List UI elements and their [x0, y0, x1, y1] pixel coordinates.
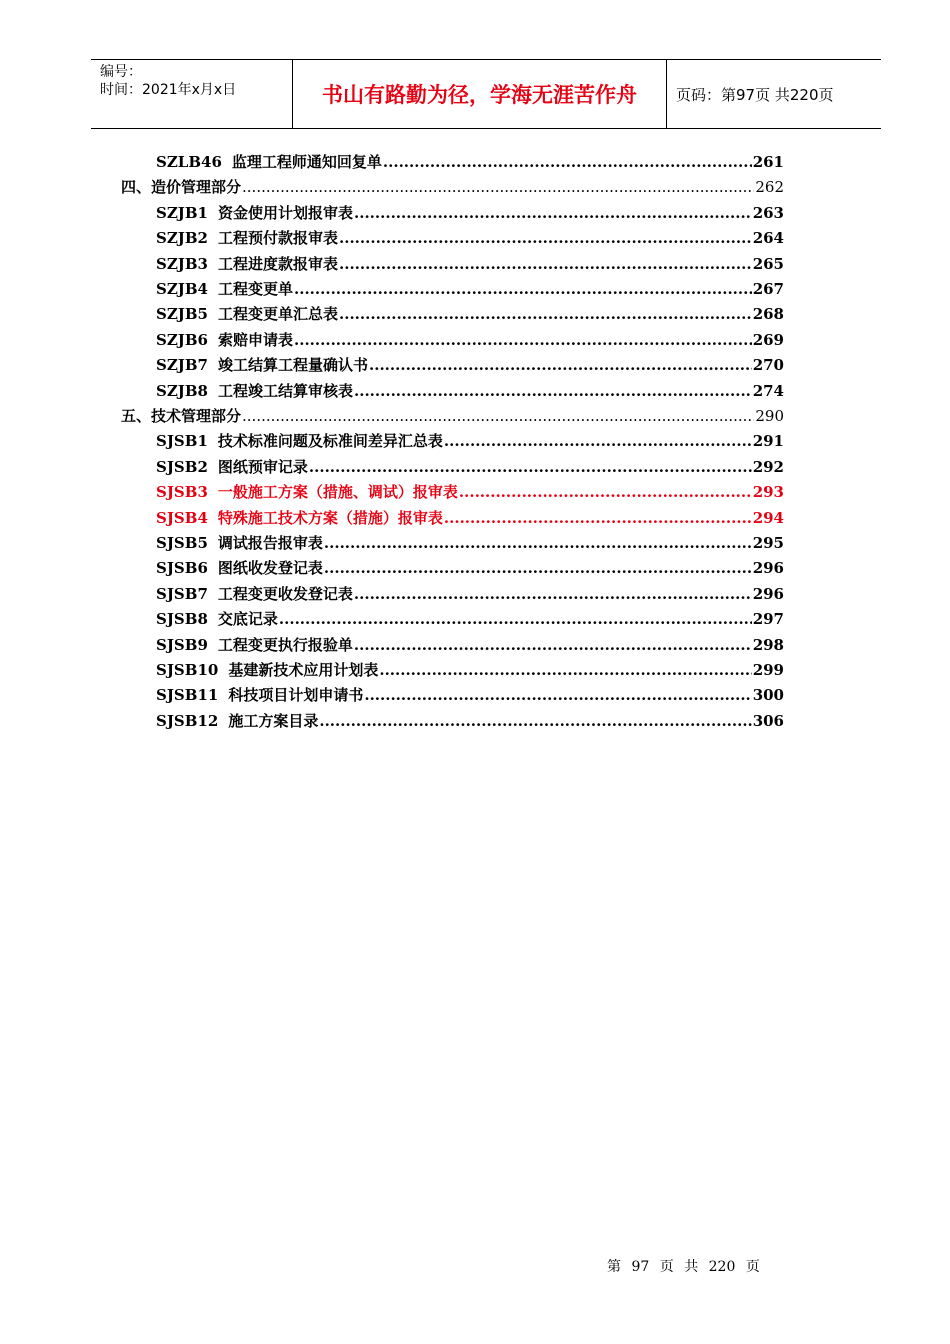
toc-leader-dots: [309, 457, 752, 477]
toc-entry-page: 262: [755, 178, 784, 197]
toc-entry-page: 293: [752, 483, 784, 502]
toc-entry[interactable]: [121, 175, 784, 197]
toc-entry-code: SJSB11: [156, 686, 219, 705]
toc-entry[interactable]: [156, 658, 784, 680]
header-page-cell: [666, 60, 881, 128]
toc-leader-dots: [294, 330, 752, 350]
toc-entry-title: 工程进度款报审表: [218, 254, 339, 273]
toc-leader-dots: [339, 228, 752, 248]
toc-entry-page: 297: [752, 610, 784, 629]
toc-entry-title: 竣工结算工程量确认书: [218, 356, 369, 375]
toc-entry-page: 298: [752, 635, 784, 654]
toc-entry-title: 工程竣工结算审核表: [218, 381, 354, 400]
toc-entry[interactable]: [156, 252, 784, 274]
toc-entry-page: 294: [752, 508, 784, 527]
toc-entry-code: SJSB2: [156, 457, 208, 476]
toc-leader-dots: [379, 660, 751, 680]
toc-entry-title: 索赔申请表: [218, 330, 294, 349]
header-motto: 书山有路勤为径，学海无涯苦作舟: [322, 83, 637, 107]
toc-entry-page: 274: [752, 381, 784, 400]
toc-entry-code: SJSB10: [156, 661, 219, 679]
toc-entry-page: 292: [752, 457, 784, 476]
toc-entry[interactable]: [156, 480, 784, 502]
header-page-label: 页码：第97页 共220页: [676, 86, 834, 104]
toc-leader-dots: [354, 203, 752, 223]
toc-entry-title: 资金使用计划报审表: [218, 203, 354, 222]
toc-entry-code: SJSB12: [156, 711, 219, 730]
toc-entry-code: SJSB3: [156, 483, 208, 502]
toc-entry-code: SJSB1: [156, 432, 208, 451]
toc-entry[interactable]: [156, 709, 784, 731]
toc-entry-code: SJSB9: [156, 635, 208, 654]
footer-ye: 页: [659, 1259, 674, 1275]
toc-entry-page: 263: [752, 203, 784, 222]
toc-leader-dots: [319, 711, 751, 731]
toc-entry[interactable]: [121, 404, 784, 426]
toc-entry-title: 工程变更单: [218, 280, 294, 298]
toc-entry[interactable]: [156, 353, 784, 375]
toc-entry[interactable]: [156, 455, 784, 477]
toc-leader-dots: [294, 279, 752, 299]
toc-leader-dots: [279, 609, 752, 629]
toc-entry-title: 科技项目计划申请书: [228, 686, 364, 705]
toc-leader-dots: [354, 381, 752, 401]
toc-entry[interactable]: [156, 683, 784, 705]
toc-entry[interactable]: [156, 531, 784, 553]
toc-leader-dots: [354, 635, 752, 655]
toc-entry-page: 296: [752, 584, 784, 603]
toc-entry[interactable]: [156, 379, 784, 401]
toc-leader-dots: [339, 304, 752, 324]
toc-entry-title: 特殊施工技术方案（措施）报审表: [217, 508, 443, 527]
toc-entry-code: SZLB46: [156, 153, 222, 171]
toc-entry[interactable]: [156, 633, 784, 655]
toc-leader-dots: [242, 177, 754, 197]
toc-entry-title: 工程变更执行报验单: [217, 635, 353, 654]
toc-entry-page: 264: [752, 229, 784, 248]
footer-ye-end: 页: [745, 1259, 760, 1275]
header-meta-cell: [91, 60, 292, 128]
toc-entry-title: 基建新技术应用计划表: [228, 661, 379, 679]
toc-entry-code: SJSB8: [156, 610, 208, 629]
toc-leader-dots: [339, 254, 752, 274]
toc-entry-code: SJSB6: [156, 559, 208, 578]
toc-entry[interactable]: [156, 506, 784, 528]
toc-leader-dots: [383, 152, 752, 172]
toc-leader-dots: [242, 406, 754, 426]
toc-entry-page: 296: [752, 559, 784, 578]
toc-entry[interactable]: [156, 226, 784, 248]
toc-entry[interactable]: [156, 328, 784, 350]
toc-entry[interactable]: [156, 277, 784, 299]
toc-entry-code: SZJB7: [156, 356, 208, 375]
toc-leader-dots: [364, 685, 751, 705]
toc-entry-code: SZJB2: [156, 229, 208, 248]
toc-entry-page: 291: [752, 432, 784, 451]
toc-entry-code: SZJB4: [156, 280, 208, 298]
toc-entry-title: 四、造价管理部分: [121, 178, 242, 197]
toc-entry-page: 268: [752, 305, 784, 324]
toc-entry-code: SJSB4: [156, 508, 208, 527]
toc-entry-title: 五、技术管理部分: [121, 407, 242, 425]
toc-entry-code: SZJB8: [156, 381, 208, 400]
toc-entry[interactable]: [156, 429, 784, 451]
toc-entry[interactable]: [156, 302, 784, 324]
toc-entry-code: SZJB5: [156, 305, 208, 324]
toc-entry-page: 295: [752, 534, 784, 552]
toc-entry-page: 290: [755, 407, 784, 425]
toc-entry[interactable]: [156, 201, 784, 223]
toc-entry-title: 一般施工方案（措施、调试）报审表: [217, 483, 458, 502]
footer-current-page: 97: [631, 1259, 650, 1275]
toc-entry-code: SJSB7: [156, 584, 208, 603]
footer-gong: 共: [684, 1259, 699, 1275]
toc-entry-title: 图纸收发登记表: [217, 559, 323, 578]
toc-entry-page: 261: [752, 153, 784, 171]
document-time-label: 时间：2021年x月x日: [100, 82, 237, 98]
toc-entry-page: 269: [752, 330, 784, 349]
toc-entry-code: SJSB5: [156, 534, 208, 552]
toc-entry-title: 图纸预审记录: [217, 457, 308, 476]
toc-entry-title: 工程变更单汇总表: [218, 305, 339, 324]
toc-entry-title: 调试报告报审表: [217, 534, 323, 552]
toc-leader-dots: [324, 558, 752, 578]
toc-entry-page: 265: [752, 254, 784, 273]
header-motto-cell: [292, 60, 667, 128]
document-number-label: 编号：: [100, 64, 142, 80]
toc-entry-title: 交底记录: [217, 610, 278, 629]
toc-leader-dots: [459, 482, 752, 502]
toc-entry-page: 299: [752, 661, 784, 679]
toc-entry[interactable]: [156, 582, 784, 604]
toc-entry-page: 270: [752, 356, 784, 375]
toc-entry-page: 300: [752, 686, 784, 705]
toc-entry-code: SZJB6: [156, 330, 208, 349]
toc-entry-code: SZJB3: [156, 254, 208, 273]
footer-di: 第: [607, 1259, 621, 1275]
toc-entry-title: 工程预付款报审表: [218, 229, 339, 248]
toc-entry-title: 技术标准问题及标准间差异汇总表: [217, 432, 443, 451]
toc-leader-dots: [369, 355, 752, 375]
toc-entry-title: 工程变更收发登记表: [217, 584, 353, 603]
toc-leader-dots: [444, 431, 752, 451]
toc-leader-dots: [324, 533, 752, 553]
toc-entry-page: 306: [752, 711, 784, 730]
toc-entry-title: 监理工程师通知回复单: [231, 153, 382, 171]
toc-entry[interactable]: [156, 150, 784, 172]
toc-entry[interactable]: [156, 607, 784, 629]
toc-entry-title: 施工方案目录: [228, 711, 319, 730]
toc-leader-dots: [354, 584, 752, 604]
toc-entry[interactable]: [156, 556, 784, 578]
toc-leader-dots: [444, 508, 752, 528]
page-header: [91, 59, 881, 129]
page-footer: [607, 1256, 766, 1276]
toc-entry-code: SZJB1: [156, 203, 208, 222]
footer-total-pages: 220: [708, 1259, 736, 1275]
toc-entry-page: 267: [752, 280, 784, 298]
